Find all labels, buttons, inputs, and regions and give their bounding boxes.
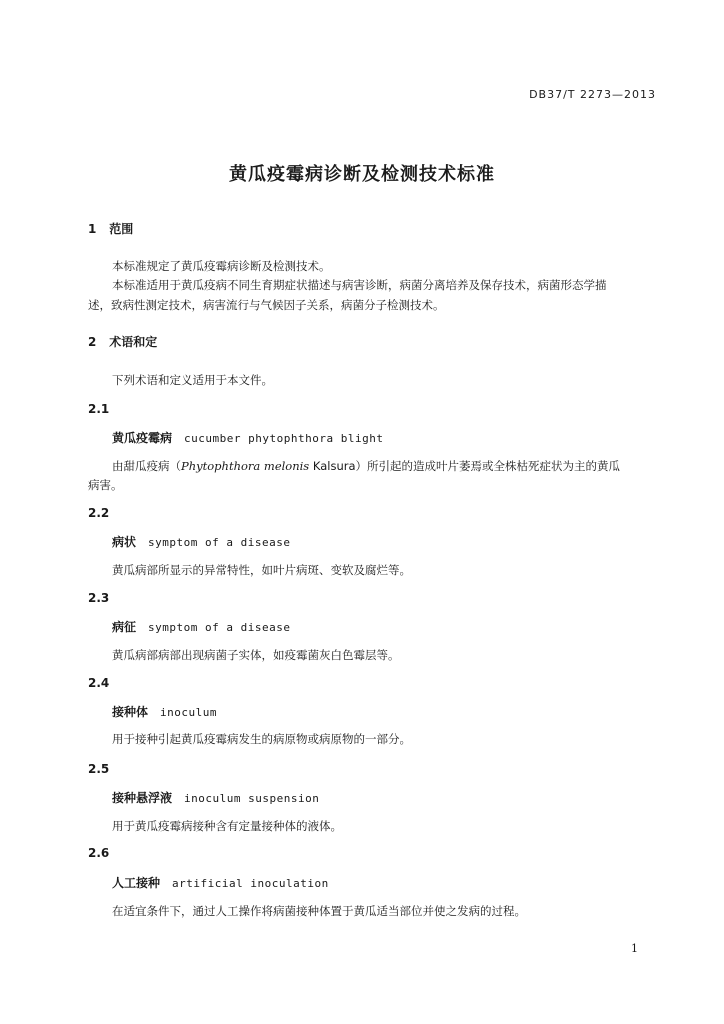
term-chinese: 接种悬浮液 (112, 791, 173, 805)
section-title: 范围 (109, 222, 134, 236)
section-heading (88, 220, 133, 237)
term-english: symptom of a disease (148, 621, 291, 634)
term-number: 2.3 (88, 591, 110, 605)
paragraph: 本标准规定了黄瓜疫霉病诊断及检测技术。 (112, 259, 331, 273)
term-chinese: 病征 (112, 620, 137, 634)
section-heading (88, 333, 157, 350)
section-title: 术语和定 (109, 335, 158, 349)
definition-text: 由甜瓜疫病（ (112, 459, 181, 473)
term-chinese: 人工接种 (112, 876, 161, 890)
term-definition (112, 458, 620, 474)
term-definition: 黄瓜病部所显示的异常特性，如叶片病斑、变软及腐烂等。 (112, 563, 411, 577)
term-entry (112, 874, 329, 891)
term-definition: 在适宜条件下，通过人工操作将病菌接种体置于黄瓜适当部位并使之发病的过程。 (112, 904, 526, 918)
term-number: 2.5 (88, 762, 110, 776)
term-english: inoculum suspension (184, 792, 320, 805)
term-number: 2.1 (88, 402, 110, 416)
paragraph-continuation: 述，致病性测定技术，病害流行与气候因子关系，病菌分子检测技术。 (88, 298, 445, 312)
term-entry (112, 533, 290, 550)
term-definition-continuation: 病害。 (88, 478, 123, 492)
term-english: inoculum (160, 706, 217, 719)
term-chinese: 病状 (112, 535, 137, 549)
term-english: cucumber phytophthora blight (184, 432, 384, 445)
term-english: artificial inoculation (172, 877, 329, 890)
standard-number: DB37/T 2273—2013 (529, 88, 656, 101)
page-number: 1 (631, 942, 638, 955)
section-intro: 下列术语和定义适用于本文件。 (112, 373, 273, 387)
term-entry (112, 618, 290, 635)
section-number: 1 (88, 222, 97, 236)
term-number: 2.2 (88, 506, 110, 520)
term-definition: 黄瓜病部病部出现病菌子实体，如疫霉菌灰白色霉层等。 (112, 648, 400, 662)
term-number: 2.6 (88, 846, 110, 860)
term-entry (112, 429, 383, 446)
term-english: symptom of a disease (148, 536, 291, 549)
term-definition: 用于接种引起黄瓜疫霉病发生的病原物或病原物的一部分。 (112, 732, 411, 746)
term-definition: 用于黄瓜疫霉病接种含有定量接种体的液体。 (112, 819, 342, 833)
document-title: 黄瓜疫霉病诊断及检测技术标准 (229, 164, 495, 185)
species-name: Phytophthora melonis (181, 459, 310, 473)
term-entry (112, 789, 319, 806)
term-entry (112, 703, 217, 720)
paragraph: 本标准适用于黄瓜疫病不同生育期症状描述与病害诊断，病菌分离培养及保存技术，病菌形态学描 (112, 278, 607, 292)
term-chinese: 黄瓜疫霉病 (112, 431, 173, 445)
term-number: 2.4 (88, 676, 110, 690)
section-number: 2 (88, 335, 97, 349)
term-chinese: 接种体 (112, 705, 149, 719)
definition-text: Kalsura）所引起的造成叶片萎焉或全株枯死症状为主的黄瓜 (309, 459, 621, 473)
